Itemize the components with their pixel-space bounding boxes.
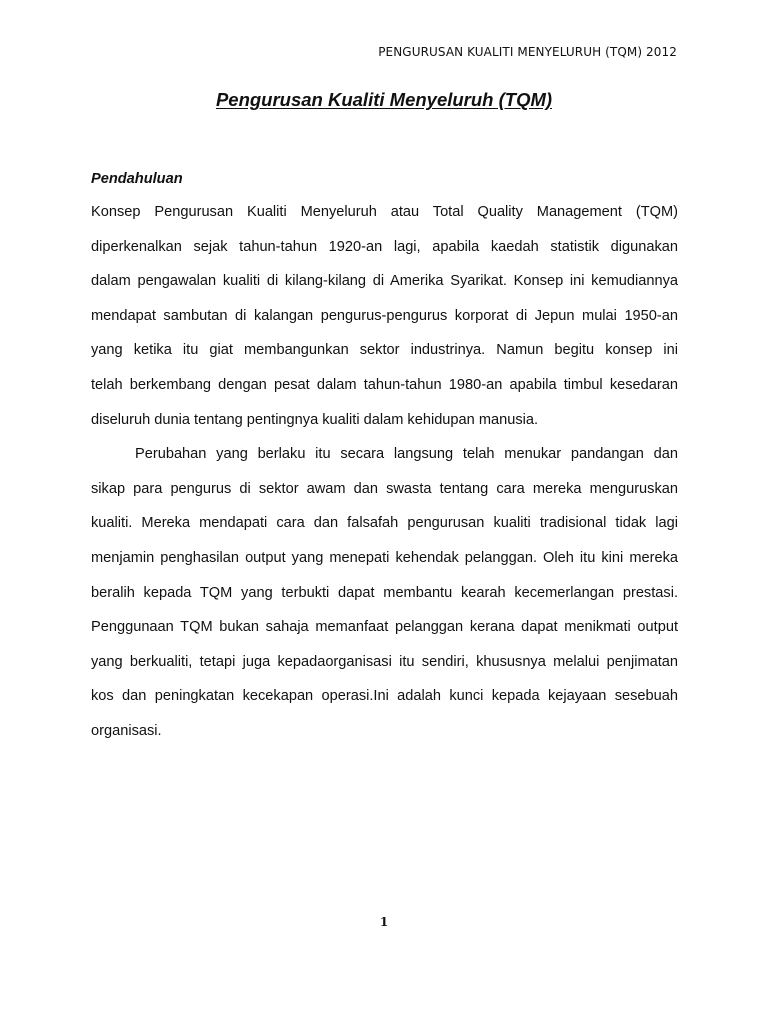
text-line: beralih kepada TQM yang terbukti dapat membantu kearah kecemerlangan prestasi. <box>91 584 678 601</box>
paragraph-1 <box>91 195 678 437</box>
text-line: Penggunaan TQM bukan sahaja memanfaat pelanggan kerana dapat menikmati output <box>91 619 678 636</box>
running-header: PENGURUSAN KUALITI MENYELURUH (TQM) 2012 <box>378 45 677 59</box>
text-line: yang ketika itu giat membangunkan sektor industrinya. Namun begitu konsep ini <box>91 342 678 359</box>
text-line: Perubahan yang berlaku itu secara langsung telah menukar pandangan dan <box>135 446 678 463</box>
text-line: telah berkembang dengan pesat dalam tahun-tahun 1980-an apabila timbul kesedaran <box>91 376 678 393</box>
text-line: kualiti. Mereka mendapati cara dan falsafah pengurusan kualiti tradisional tidak lagi <box>91 515 678 532</box>
paragraph-2 <box>91 437 678 748</box>
text-line: diperkenalkan sejak tahun-tahun 1920-an lagi, apabila kaedah statistik digunakan <box>91 238 678 255</box>
page-number: 1 <box>379 915 389 929</box>
text-line: organisasi. <box>91 722 162 739</box>
text-line: kos dan peningkatan kecekapan operasi.Ini adalah kunci kepada kejayaan sesebuah <box>91 688 678 705</box>
text-line: diseluruh dunia tentang pentingnya kualiti dalam kehidupan manusia. <box>91 411 539 428</box>
text-line: menjamin penghasilan output yang menepati kehendak pelanggan. Oleh itu kini mereka <box>91 549 678 566</box>
text-line: Konsep Pengurusan Kualiti Menyeluruh atau Total Quality Management (TQM) <box>91 204 678 220</box>
section-heading: Pendahuluan <box>91 171 183 187</box>
text-line: yang berkualiti, tetapi juga kepadaorganisasi itu sendiri, khususnya melalui penjimatan <box>91 653 678 670</box>
body-text <box>91 195 678 749</box>
text-line: mendapat sambutan di kalangan pengurus-pengurus korporat di Jepun mulai 1950-an <box>91 307 678 324</box>
text-line: sikap para pengurus di sektor awam dan swasta tentang cara mereka menguruskan <box>91 480 678 497</box>
text-line: dalam pengawalan kualiti di kilang-kilang di Amerika Syarikat. Konsep ini kemudiannya <box>91 273 678 290</box>
document-title: Pengurusan Kualiti Menyeluruh (TQM) <box>215 89 553 110</box>
